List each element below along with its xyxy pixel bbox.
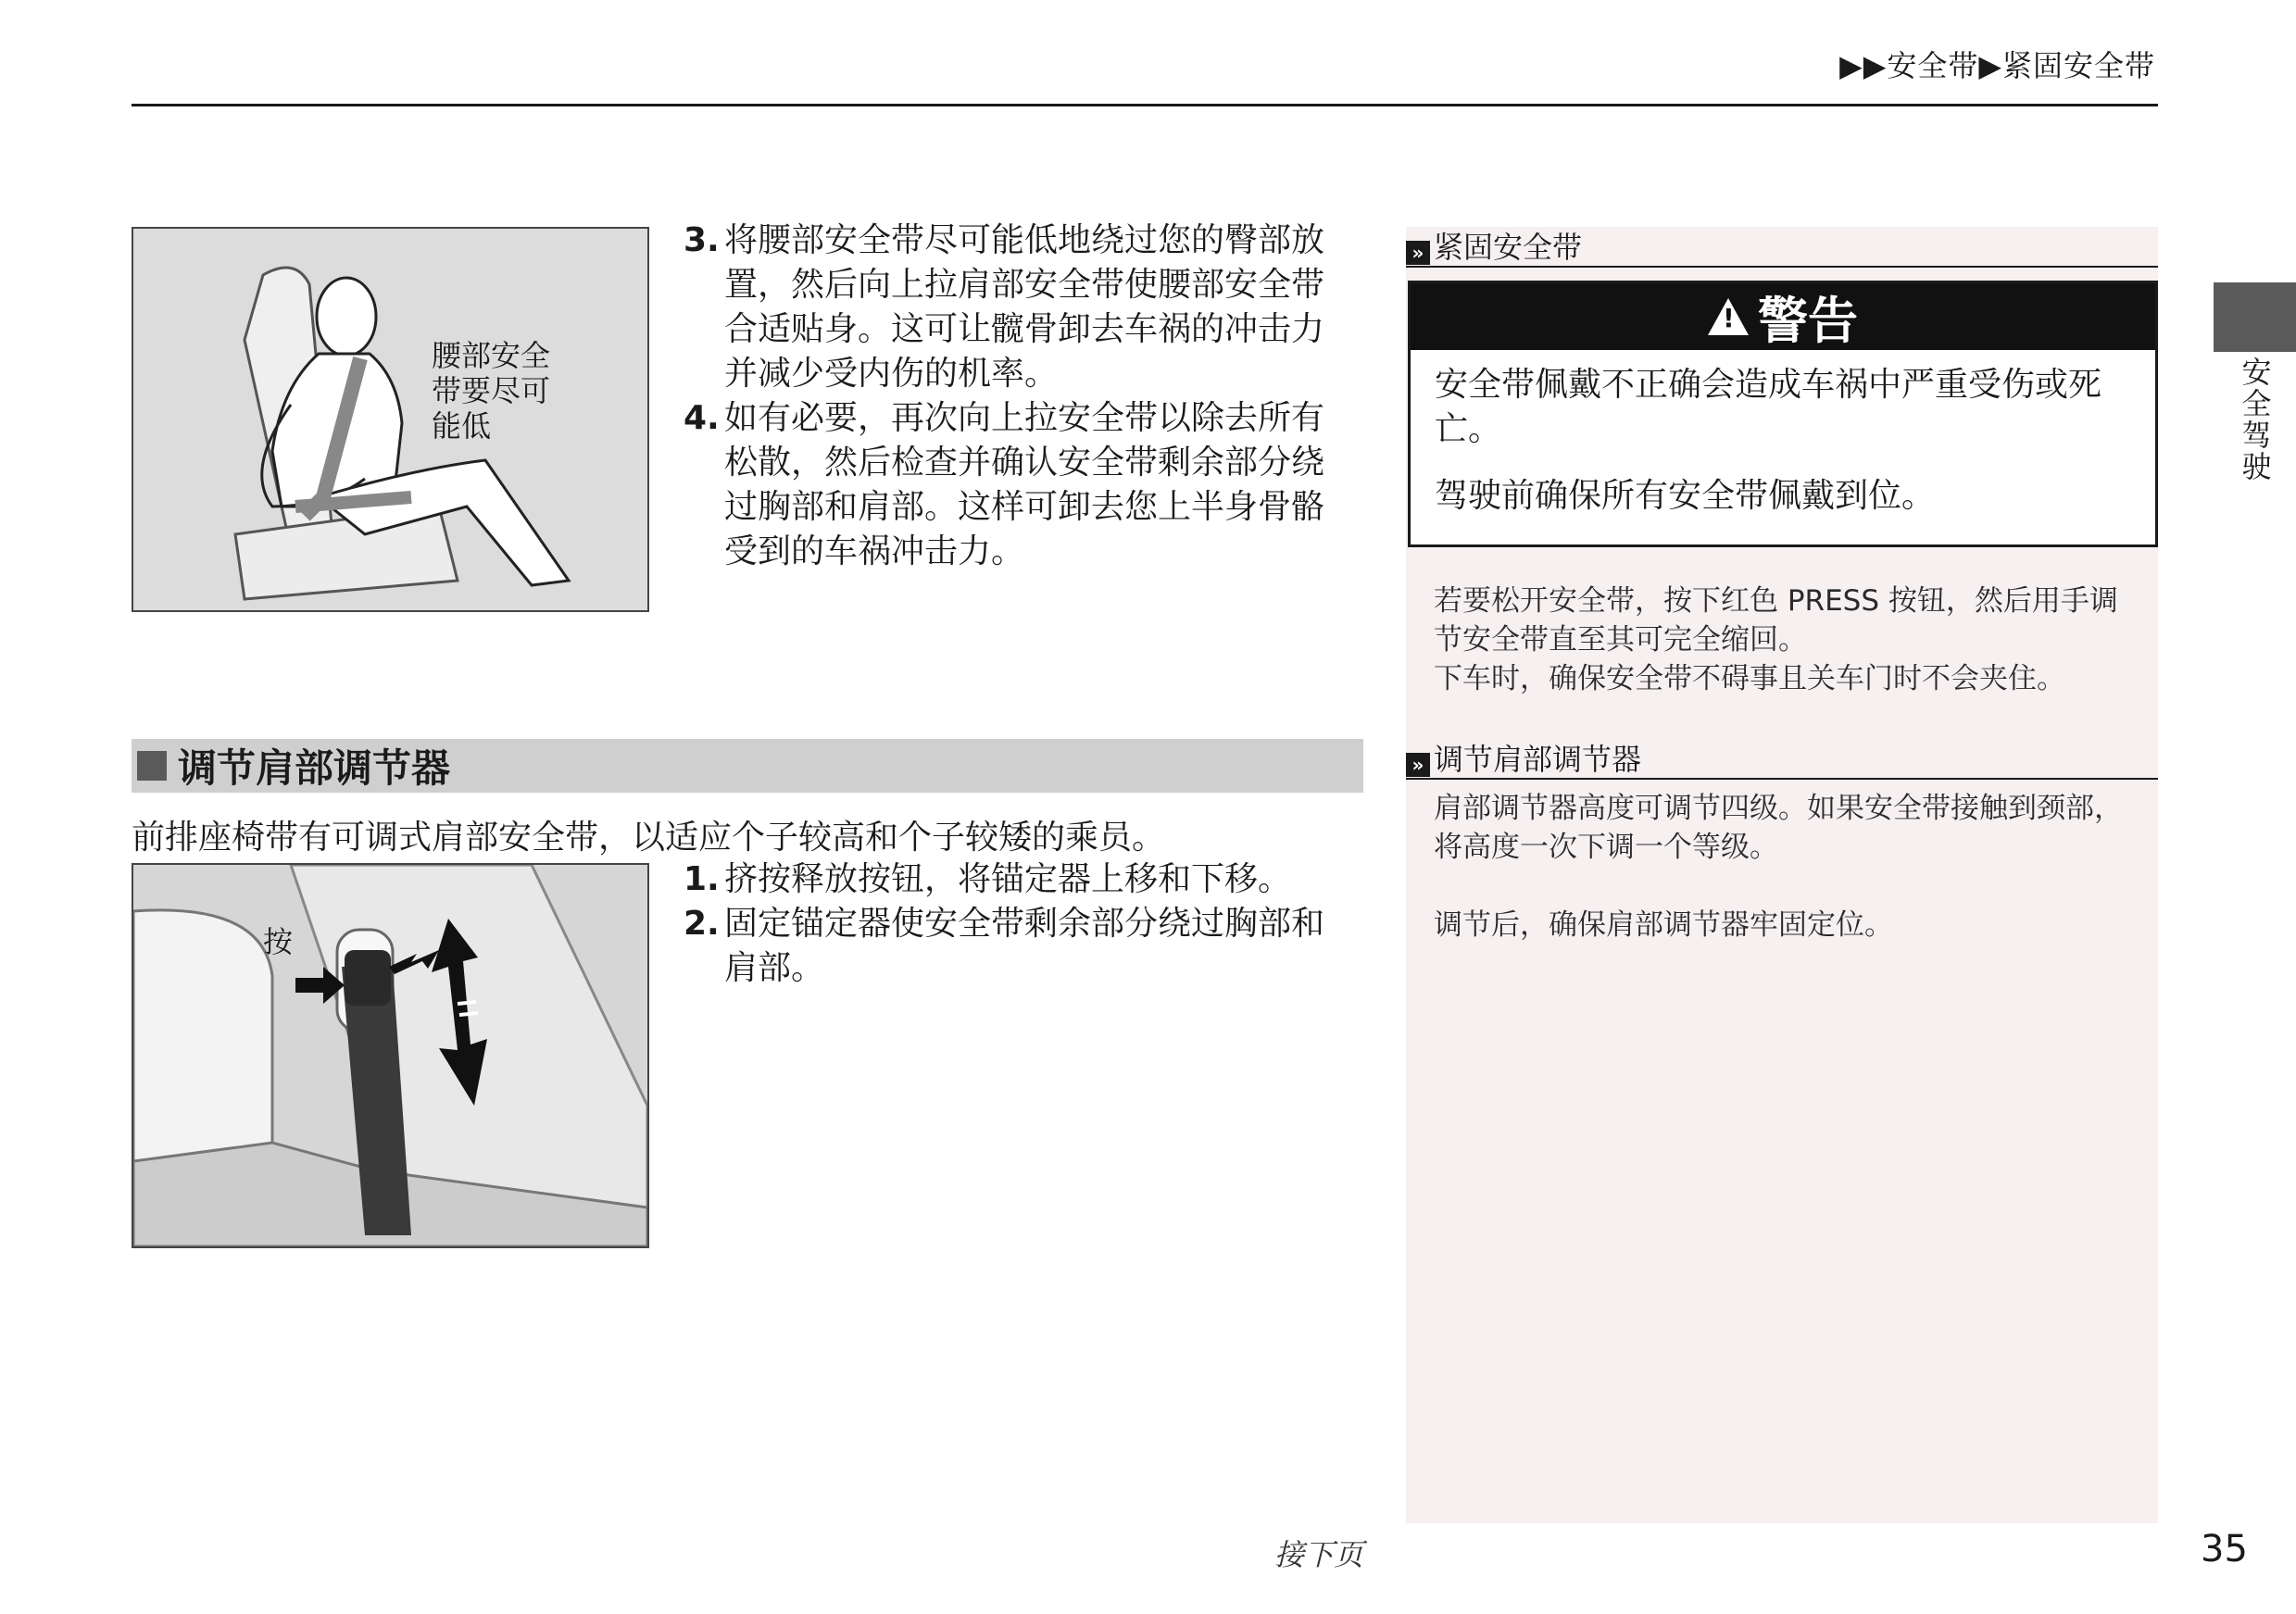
note-text-fasten [1434,582,2138,698]
warning-line: 安全带佩戴不正确会造成车祸中严重受伤或死亡。 [1435,366,2102,448]
step-number: 1. [684,860,720,898]
warning-box [1408,281,2158,547]
note-text-adjust [1434,789,2138,945]
page-number: 35 [2201,1528,2248,1570]
lap-belt-label-line: 能低 [432,408,492,444]
side-tab-block [2214,282,2296,352]
note-paragraph: 调节后，确保肩部调节器牢固定位。 [1434,908,1893,942]
note-heading-fasten [1406,229,2158,268]
section-intro: 前排座椅带有可调式肩部安全带，以适应个子较高和个子较矮的乘员。 [132,819,1166,857]
warning-title-bar [1411,283,2155,350]
warning-text [1411,350,2155,519]
warning-line: 驾驶前确保所有安全带佩戴到位。 [1435,477,1936,515]
note-heading-text: 紧固安全带 [1434,230,1583,265]
step-item [684,396,1350,574]
continue-label: 接下页 [1274,1537,1364,1572]
step-text: 如有必要，再次向上拉安全带以除去所有松散，然后检查并确认安全带剩余部分绕过胸部和肩部。这样可卸去您上半身骨骼受到的车祸冲击力。 [724,399,1325,570]
double-chevron-icon: » [1406,241,1430,265]
lap-belt-illustration [132,227,649,612]
note-paragraph: 若要松开安全带，按下红色 PRESS 按钮，然后用手调节安全带直至其可完全缩回。 [1434,584,2118,657]
step-item [684,857,1350,902]
note-paragraph: 肩部调节器高度可调节四级。如果安全带接触到颈部，将高度一次下调一个等级。 [1434,792,2123,864]
warning-triangle-icon [1708,298,1749,335]
step-text: 挤按释放按钮，将锚定器上移和下移。 [724,860,1292,898]
steps-list-a [684,219,1350,574]
step-number: 2. [684,905,720,943]
seated-person-drawing [133,229,647,610]
lap-belt-label-line: 腰部安全 [432,338,551,373]
section-square-icon [137,751,167,781]
note-paragraph: 下车时，确保安全带不碍事且关车门时不会夹住。 [1434,662,2065,695]
lap-belt-label-line: 带要尽可 [432,373,551,408]
step-item [684,902,1350,991]
step-text: 将腰部安全带尽可能低地绕过您的臀部放置，然后向上拉肩部安全带使腰部安全带合适贴身。这可让髋骨卸去车祸的冲击力并减少受内伤的机率。 [724,221,1325,393]
note-heading-text: 调节肩部调节器 [1434,742,1642,777]
step-number: 4. [684,399,720,437]
breadcrumb: ▶▶安全带▶紧固安全带 [1839,48,2155,83]
section-title: 调节肩部调节器 [178,745,451,791]
note-heading-adjust [1406,741,2158,780]
press-label: 按 [263,924,294,959]
side-tab-label: 安全驾驶 [2237,357,2273,482]
step-text: 固定锚定器使安全带剩余部分绕过胸部和肩部。 [724,905,1325,987]
warning-title: 警告 [1758,291,1858,350]
step-item [684,219,1350,396]
anchor-drawing [133,865,647,1246]
step-number: 3. [684,221,720,259]
double-chevron-icon: » [1406,753,1430,777]
shoulder-anchor-illustration [132,863,649,1248]
steps-list-b [684,857,1350,991]
header-rule [132,104,2158,106]
section-header [132,739,1363,793]
